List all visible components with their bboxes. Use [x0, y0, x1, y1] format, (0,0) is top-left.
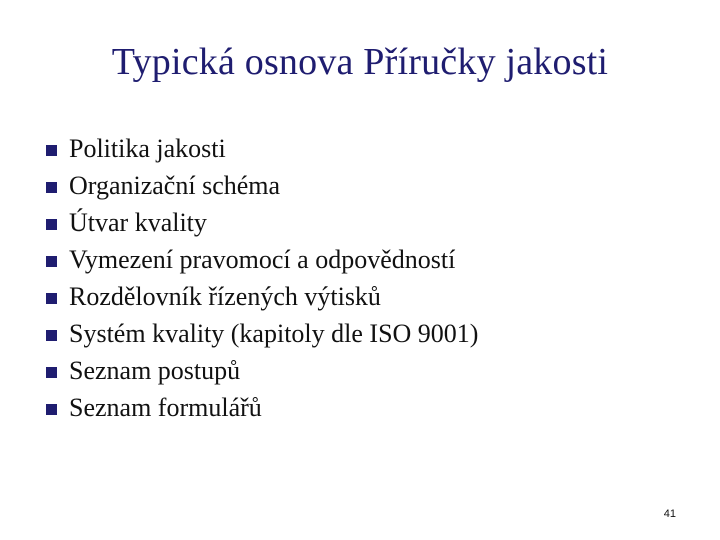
list-item-text: Vymezení pravomocí a odpovědností: [69, 244, 456, 274]
square-bullet-icon: [46, 256, 57, 267]
square-bullet-icon: [46, 145, 57, 156]
list-item: [46, 278, 478, 315]
square-bullet-icon: [46, 404, 57, 415]
square-bullet-icon: [46, 367, 57, 378]
list-item-text: Seznam formulářů: [69, 392, 262, 422]
list-item: [46, 389, 478, 426]
square-bullet-icon: [46, 293, 57, 304]
list-item-text: Politika jakosti: [69, 133, 226, 163]
list-item: [46, 130, 478, 167]
square-bullet-icon: [46, 330, 57, 341]
list-item-text: Seznam postupů: [69, 355, 241, 385]
slide-title: Typická osnova Příručky jakosti: [111, 41, 609, 83]
bullet-list: [46, 130, 478, 426]
list-item-text: Systém kvality (kapitoly dle ISO 9001): [69, 318, 479, 348]
list-item: [46, 204, 478, 241]
list-item-text: Útvar kvality: [69, 207, 207, 237]
list-item: [46, 167, 478, 204]
list-item: [46, 315, 478, 352]
list-item-text: Organizační schéma: [69, 170, 281, 200]
list-item: [46, 241, 478, 278]
page-number: 41: [663, 508, 676, 520]
square-bullet-icon: [46, 219, 57, 230]
list-item: [46, 352, 478, 389]
list-item-text: Rozdělovník řízených výtisků: [69, 281, 381, 311]
square-bullet-icon: [46, 182, 57, 193]
